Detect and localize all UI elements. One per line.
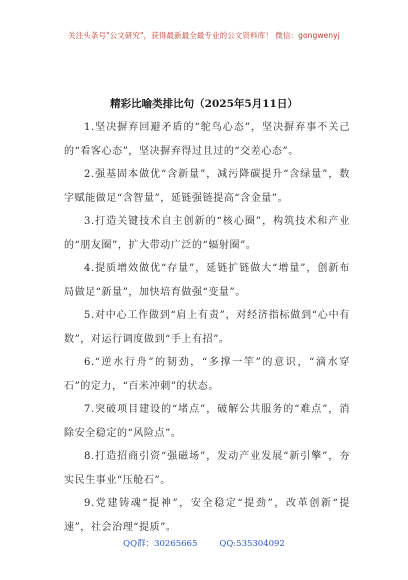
list-item: 9.党建铸魂“提神”，安全稳定“提劲”，改革创新“提速”，社会治理“提质”。 — [64, 498, 350, 533]
document-body — [64, 116, 350, 539]
list-item: 3.打造关键技术自主创新的“核心圈”，构筑技术和产业的“朋友圈”，扩大带动广泛的“辐射圈”。 — [64, 216, 350, 251]
document-title: 精彩比喻类排比句（2025年5月11日） — [110, 98, 298, 110]
list-item: 2.强基固本做优“含新量”，减污降碳提升“含绿量”，数字赋能做足“含智量”，延链强链提高“含金量”。 — [64, 169, 350, 204]
footer-qq-number: QQ:535304092 — [219, 539, 285, 549]
list-item: 7.突破项目建设的“堵点”，破解公共服务的“难点”，消除安全稳定的“风险点”。 — [64, 404, 350, 439]
list-item: 1.坚决摒弃回避矛盾的“鸵鸟心态”，坚决摒弃事不关己的“看客心态”，坚决摒弃得过且过的“交差心态”。 — [64, 122, 350, 157]
footer-contact — [0, 537, 408, 549]
list-item: 6.“逆水行舟”的韧劲，“多撑一竿”的意识，“滴水穿石”的定力，“百米冲刺”的状态。 — [64, 357, 350, 392]
list-item: 8.打造招商引资“强磁场”，发动产业发展“新引擎”，夯实民生事业“压舱石”。 — [64, 451, 350, 486]
list-item: 5.对中心工作做到“肩上有责”，对经济指标做到“心中有数”，对运行调度做到“手上有招”。 — [64, 310, 350, 345]
list-item: 4.提质增效做优“存量”，延链扩链做大“增量”，创新布局做足“新量”，加快培育做强“变量”。 — [64, 263, 350, 298]
header-banner: 关注头条号"公文研究"，获得最新最全最专业的公文资料库！ 微信：gongwenyj — [68, 31, 340, 40]
footer-qq-group: QQ群：30265665 — [123, 539, 198, 549]
